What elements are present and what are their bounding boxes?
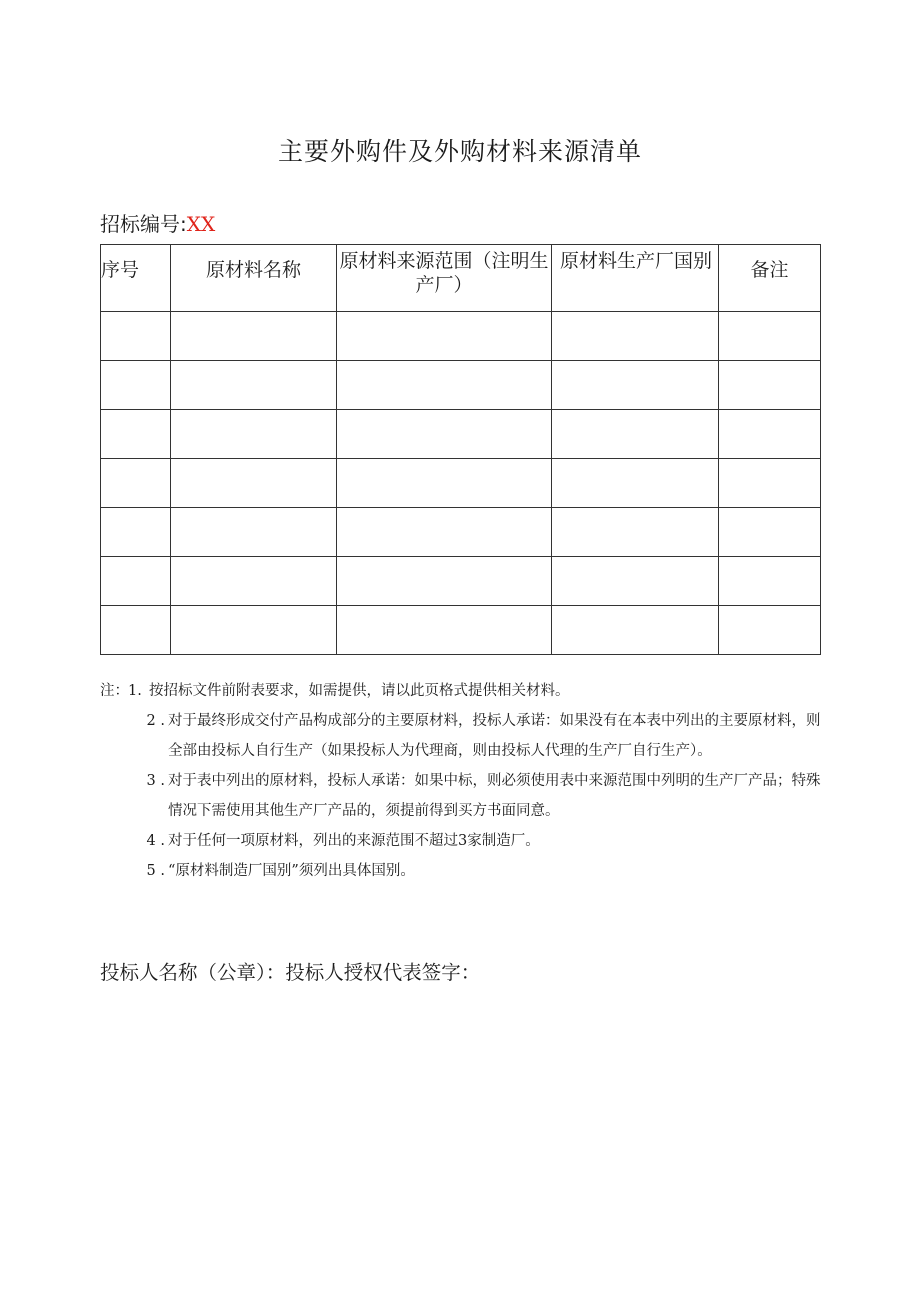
table-row (101, 606, 821, 655)
header-remarks: 备注 (719, 245, 821, 312)
table-cell (337, 606, 552, 655)
table-cell (552, 606, 719, 655)
table-cell (101, 312, 171, 361)
note-number: 1. (128, 683, 142, 699)
table-row (101, 361, 821, 410)
table-cell (337, 410, 552, 459)
note-text: 对于最终形成交付产品构成部分的主要原材料，投标人承诺：如果没有在本表中列出的主要原材料，则全部由投标人自行生产（如果投标人为代理商，则由投标人代理的生产厂自行生产）。 (168, 713, 821, 759)
note-number: 3 . (146, 773, 165, 789)
note-text: “原材料制造厂国别”须列出具体国别。 (168, 863, 415, 879)
table-cell (719, 459, 821, 508)
table-cell (101, 410, 171, 459)
table-cell (171, 361, 337, 410)
note-text: 对于任何一项原材料，列出的来源范围不超过3家制造厂。 (168, 833, 540, 849)
table-cell (171, 557, 337, 606)
table-cell (171, 459, 337, 508)
note-item-4 (100, 826, 830, 856)
note-number: 4 . (146, 833, 165, 849)
table-cell (101, 361, 171, 410)
table-cell (171, 410, 337, 459)
table-row (101, 557, 821, 606)
table-cell (552, 557, 719, 606)
table-cell (101, 508, 171, 557)
header-material-name: 原材料名称 (171, 245, 337, 312)
table-cell (552, 508, 719, 557)
note-number: 2 . (146, 713, 165, 729)
table-cell (337, 312, 552, 361)
table-row (101, 410, 821, 459)
table-row (101, 312, 821, 361)
tender-number (100, 208, 215, 237)
table-cell (719, 361, 821, 410)
table-cell (719, 508, 821, 557)
table-cell (171, 312, 337, 361)
table-body (101, 312, 821, 655)
signature-line: 投标人名称（公章）：投标人授权代表签字： (100, 961, 481, 984)
note-number: 5 . (146, 863, 165, 879)
table-cell (719, 410, 821, 459)
notes-section (100, 676, 830, 886)
table-cell (719, 312, 821, 361)
tender-number-label: 招标编号: (100, 212, 187, 236)
tender-number-value: XX (186, 212, 216, 236)
table-cell (337, 508, 552, 557)
table-cell (337, 459, 552, 508)
table-cell (101, 606, 171, 655)
table-row (101, 508, 821, 557)
table-cell (719, 606, 821, 655)
table-cell (552, 361, 719, 410)
table-cell (101, 557, 171, 606)
materials-table (100, 244, 821, 655)
note-item-2 (100, 706, 830, 766)
header-source-range: 原材料来源范围（注明生产厂） (337, 245, 552, 312)
notes-prefix: 注： (100, 683, 129, 699)
note-item-1 (100, 676, 830, 706)
page-title: 主要外购件及外购材料来源清单 (277, 137, 642, 166)
table-header-row (101, 245, 821, 312)
table-cell (552, 410, 719, 459)
note-item-3 (100, 766, 830, 826)
table-cell (337, 557, 552, 606)
table-cell (171, 508, 337, 557)
table-cell (719, 557, 821, 606)
table-cell (337, 361, 552, 410)
note-item-5 (100, 856, 830, 886)
header-serial-no: 序号 (101, 245, 171, 312)
table-row (101, 459, 821, 508)
note-text: 对于表中列出的原材料，投标人承诺：如果中标，则必须使用表中来源范围中列明的生产厂产品；特殊情况下需使用其他生产厂产品的，须提前得到买方书面同意。 (168, 773, 821, 819)
table-cell (101, 459, 171, 508)
header-manufacturer-country: 原材料生产厂国别 (552, 245, 719, 312)
note-text: 按招标文件前附表要求，如需提供，请以此页格式提供相关材料。 (149, 683, 570, 699)
table-cell (552, 459, 719, 508)
table-cell (171, 606, 337, 655)
table-cell (552, 312, 719, 361)
